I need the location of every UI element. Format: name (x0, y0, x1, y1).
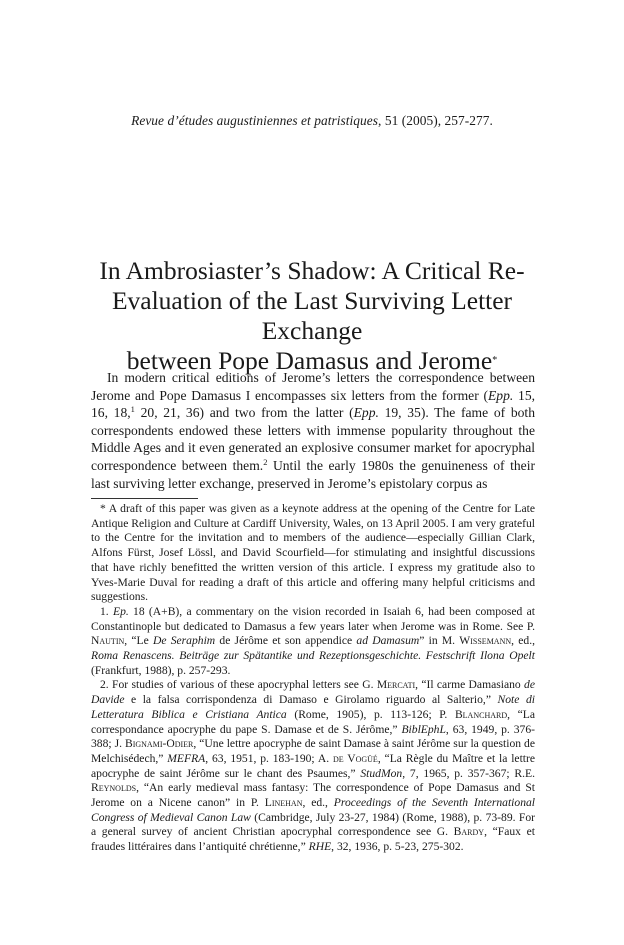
author-name: Blanchard (454, 707, 508, 721)
fn-italic: Ep. (112, 604, 129, 618)
body-italic: Epp. (353, 405, 379, 421)
footnote-ref-2: 2 (263, 456, 268, 467)
fn-italic: Roma Renascens. Beiträge zur Spätantike und Rezeptionsgeschichte. Festschrift Ilona Opelt (91, 649, 535, 663)
footnote-star: * A draft of this paper was given as a keynote address at the opening of the Centre for Late Antique Religion and Culture at Cardiff University, Wales, on 13 April 2005. I am very grateful to the Centre for the invitation and to members of the audience—especially Gillian Clark, Alfons Fürst, Josef Lössl, and David Scourfield—for stimulating and insightful discussions that have richly benefitted the written version of this article. I express my gratitude also to Yves-Marie Duval for reading a draft of this article and offering many helpful criticisms and suggestions. (91, 502, 535, 604)
title-line-3: between Pope Damasus and Jerome (126, 346, 493, 375)
volume-info: , 51 (2005), 257-277. (378, 113, 493, 128)
fn-text: e la falsa corrispondenza di Damaso e Girolamo riguardo al Salterio,” (124, 693, 498, 707)
fn-italic: De Seraphim (152, 634, 216, 648)
footnote-number: 1. (100, 604, 113, 618)
fn-text: , ed., (511, 634, 536, 648)
body-text-run: 20, 21, 36) and two from the latter ( (134, 405, 354, 421)
author-name: Reynolds (91, 781, 137, 795)
author-name: Bardy (453, 825, 485, 839)
author-name: Bignami-Odier (124, 737, 194, 751)
footnotes (91, 502, 535, 855)
body-italic: Epp. (488, 387, 514, 403)
fn-text: , “La Règle du Maître et la lettre apocryphe de saint Jérôme sur le chant des Psaumes,” (91, 751, 536, 780)
fn-italic: ad Damasum (356, 634, 420, 648)
body-text-run: In modern critical editions of Jerome’s letters the correspondence between Jerome and Pope Damasus I encompasses six letters from the former ( (91, 370, 535, 403)
fn-text: , 7, 1965, p. 357-367; R.E. (402, 766, 535, 780)
fn-text: , ed., (302, 796, 334, 810)
fn-italic: StudMon (360, 766, 403, 780)
body-text (91, 369, 535, 492)
fn-italic: MEFRA (167, 751, 206, 765)
fn-text: de Jérôme et son appendice (215, 634, 357, 648)
fn-text: (Rome, 1905), p. 113-126; P. (286, 707, 455, 721)
fn-text: , “Une lettre apocryphe de saint Damase à saint Jérôme sur la question de Melchisédech,” (91, 737, 535, 765)
author-name: Linehan (264, 796, 303, 810)
fn-italic: BiblEphL (401, 722, 446, 736)
fn-text: For studies of various of these apocryphal letters see G. (112, 678, 377, 692)
running-header (0, 113, 624, 129)
fn-text: , 63, 1951, p. 183-190; A. (205, 751, 333, 765)
fn-text: , “La correspondance apocryphe du pape S. Damase et de S. Jérôme,” (91, 707, 535, 736)
title-line-1: In Ambrosiaster’s Shadow: A Critical Re- (99, 256, 525, 285)
fn-text: ” in M. (419, 634, 460, 648)
body-paragraph (91, 369, 535, 492)
author-name: Mercati (376, 678, 416, 692)
author-name: Wissemann (459, 634, 512, 648)
fn-italic: de Davide (91, 678, 535, 707)
fn-text: , 63, 1949, p. 376-388; J. (91, 722, 535, 751)
fn-italic: Note di Letteratura Biblica e Cristiana Antica (91, 693, 535, 721)
fn-text: (Frankfurt, 1988), p. 257-293. (91, 663, 231, 677)
body-text-run: Until the early 1980s the genuineness of their last surviving letter exchange, preserved in Jerome’s epistolary corpus as (91, 457, 535, 491)
article-title (60, 256, 564, 376)
title-line-2: Evaluation of the Last Surviving Letter Exchange (111, 286, 513, 345)
fn-text: , 32, 1936, p. 5-23, 275-302. (331, 840, 464, 854)
body-text-run: 15, 16, 18, (91, 387, 536, 421)
fn-text: 18 (A+B), a commentary on the vision recorded in Isaiah 6, had been composed at Constantinople but dedicated to Damasus a few years later when Jerome was in Rome. See P. (91, 604, 535, 633)
fn-text: (Cambridge, July 23-27, 1984) (Rome, 1988), p. 73-89. For a general survey of ancient Christian apocryphal correspondence see G. (91, 810, 535, 839)
fn-text: , “An early medieval mass fantasy: The correspondence of Pope Damasus and St Jerome on a Nicene canon” in P. (91, 781, 535, 810)
footnote-number: 2. (100, 678, 113, 692)
fn-text: , “Faux et fraudes littéraires dans l’antiquité chrétienne,” (91, 825, 535, 854)
fn-italic: Proceedings of the Seventh International Congress of Medieval Canon Law (91, 796, 536, 824)
title-footnote-marker: * (492, 355, 498, 366)
fn-text: , “Le (124, 634, 153, 648)
fn-text: , “Il carme Damasiano (415, 678, 525, 692)
fn-italic: RHE (308, 840, 332, 854)
footnote-2 (91, 678, 535, 854)
footnote-1 (91, 605, 535, 679)
footnote-separator (91, 498, 198, 499)
body-text-run: 19, 35). The fame of both correspondents endowed these letters with immense popularity throughout the Middle Ages and it even generated an explosive consumer market for apocryphal correspondence between them. (91, 405, 535, 473)
author-name: de Vogüé (332, 751, 378, 765)
author-name: Nautin (91, 634, 125, 648)
footnote-ref-1: 1 (130, 404, 135, 415)
journal-name: Revue d’études augustiniennes et patristiques (131, 113, 379, 128)
